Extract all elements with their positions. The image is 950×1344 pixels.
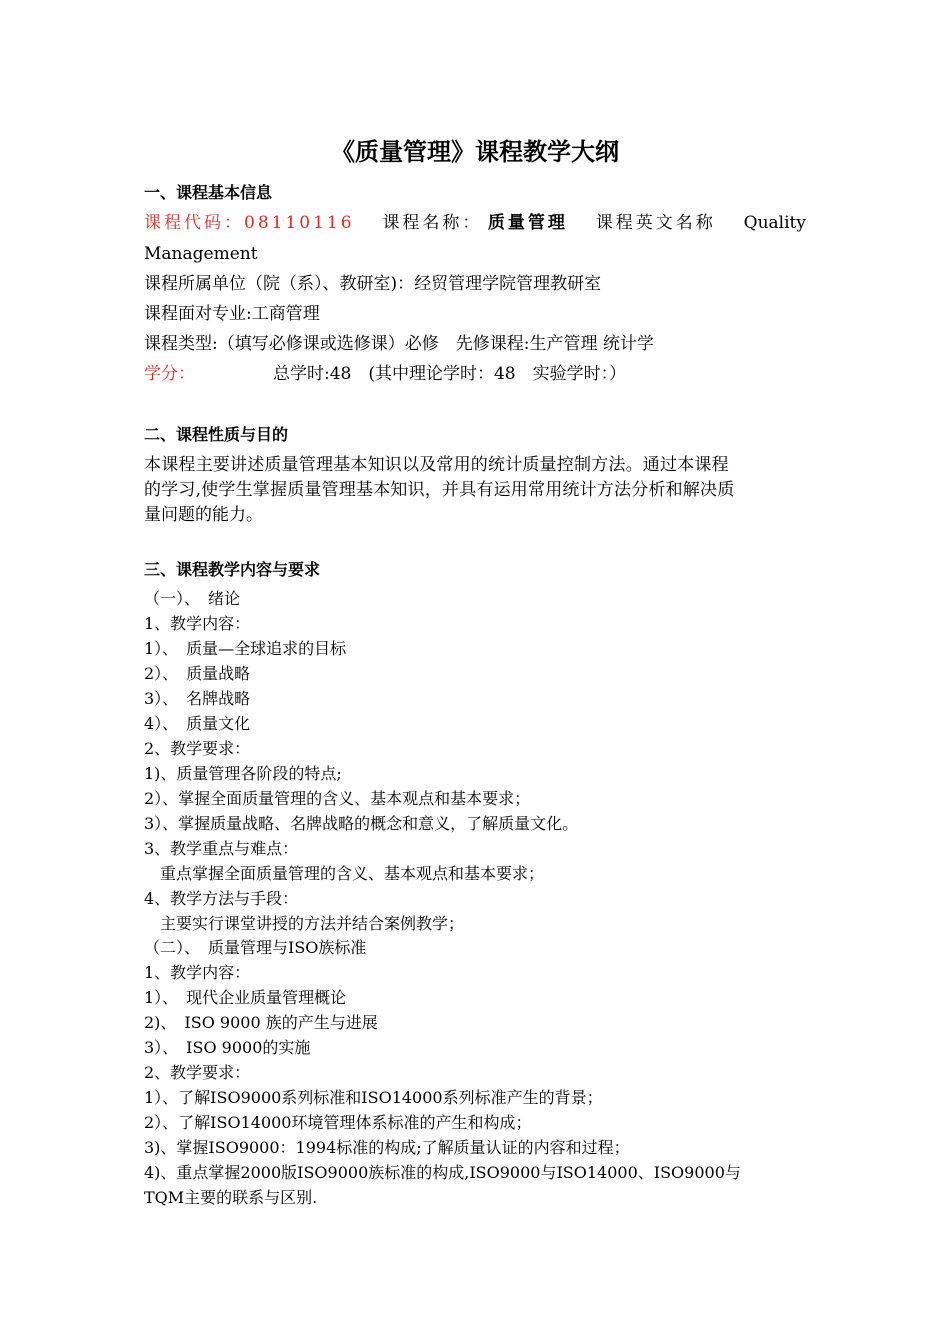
- outline-line: 3、教学重点与难点：: [144, 839, 299, 858]
- course-major: 课程面对专业:工商管理: [144, 304, 320, 324]
- course-name-group: [382, 212, 567, 234]
- outline-line: 2、教学要求：: [144, 1063, 251, 1082]
- course-hours: 总学时:48 (其中理论学时：48 实验学时：）: [273, 364, 627, 384]
- english-name-part-2: Management: [144, 244, 258, 264]
- outline-line: 1）、 质量—全球追求的目标: [144, 639, 347, 658]
- course-code: 课程代码：08110116: [144, 213, 355, 233]
- outline-line: 1、教学内容：: [144, 963, 251, 982]
- document-title: 《质量管理》课程教学大纲: [331, 138, 619, 166]
- outline-line: （二）、 质量管理与ISO族标准: [144, 938, 367, 957]
- section-3-heading: 三、课程教学内容与要求: [144, 560, 321, 579]
- section-2-paragraph-line-3: 量问题的能力。: [144, 505, 263, 525]
- course-name: 质量管理: [487, 213, 568, 233]
- section-2-paragraph-line-2: 的学习,使学生掌握质量管理基本知识，并具有运用常用统计方法分析和解决质: [144, 480, 735, 500]
- outline-line: 2）、掌握全面质量管理的含义、基本观点和基本要求；: [144, 789, 531, 808]
- outline-line: 2)、 ISO 9000 族的产生与进展: [144, 1013, 378, 1032]
- outline-line: 1）、了解ISO9000系列标准和ISO14000系列标准产生的背景；: [144, 1088, 603, 1107]
- outline-line: 3)、掌握ISO9000：1994标准的构成;了解质量认证的内容和过程；: [144, 1138, 630, 1157]
- course-type: 课程类型:（填写必修课或选修课）必修 先修课程:生产管理 统计学: [144, 334, 654, 354]
- outline-line: 1）、 现代企业质量管理概论: [144, 988, 347, 1007]
- outline-line: 1)、质量管理各阶段的特点;: [144, 764, 342, 783]
- outline-line: 重点掌握全面质量管理的含义、基本观点和基本要求；: [144, 864, 545, 883]
- outline-line: 4、教学方法与手段：: [144, 889, 299, 908]
- outline-line: TQM主要的联系与区别.: [144, 1188, 318, 1207]
- outline-line: 1、教学内容：: [144, 614, 251, 633]
- outline-line: 3）、 名牌战略: [144, 689, 251, 708]
- english-name-part-1: Quality: [743, 213, 806, 233]
- outline-line: 3）、掌握质量战略、名牌战略的概念和意义，了解质量文化。: [144, 814, 579, 833]
- outline-line: 主要实行课堂讲授的方法并结合案例教学；: [144, 914, 465, 933]
- english-name-label: 课程英文名称: [595, 213, 716, 233]
- section-1-heading: 一、课程基本信息: [144, 183, 273, 202]
- outline-line: 2、教学要求：: [144, 739, 251, 758]
- outline-line: 2）、了解ISO14000环境管理体系标准的产生和构成；: [144, 1113, 532, 1132]
- section-2-heading: 二、课程性质与目的: [144, 425, 289, 444]
- course-info-row: [144, 212, 806, 234]
- outline-line: 3）、 ISO 9000的实施: [144, 1038, 311, 1057]
- outline-line: 2）、 质量战略: [144, 664, 251, 683]
- course-unit: 课程所属单位（院（系）、教研室)：经贸管理学院管理教研室: [144, 274, 602, 294]
- credit-label: 学分：: [144, 364, 195, 384]
- outline-line: （一）、 绪论: [144, 589, 241, 608]
- outline-line: 4)、重点掌握2000版ISO9000族标准的构成,ISO9000与ISO14000、ISO9000与: [144, 1163, 741, 1182]
- outline-line: 4）、 质量文化: [144, 714, 251, 733]
- course-name-label: 课程名称：: [382, 213, 483, 233]
- section-2-paragraph-line-1: 本课程主要讲述质量管理基本知识以及常用的统计质量控制方法。通过本课程: [144, 455, 729, 475]
